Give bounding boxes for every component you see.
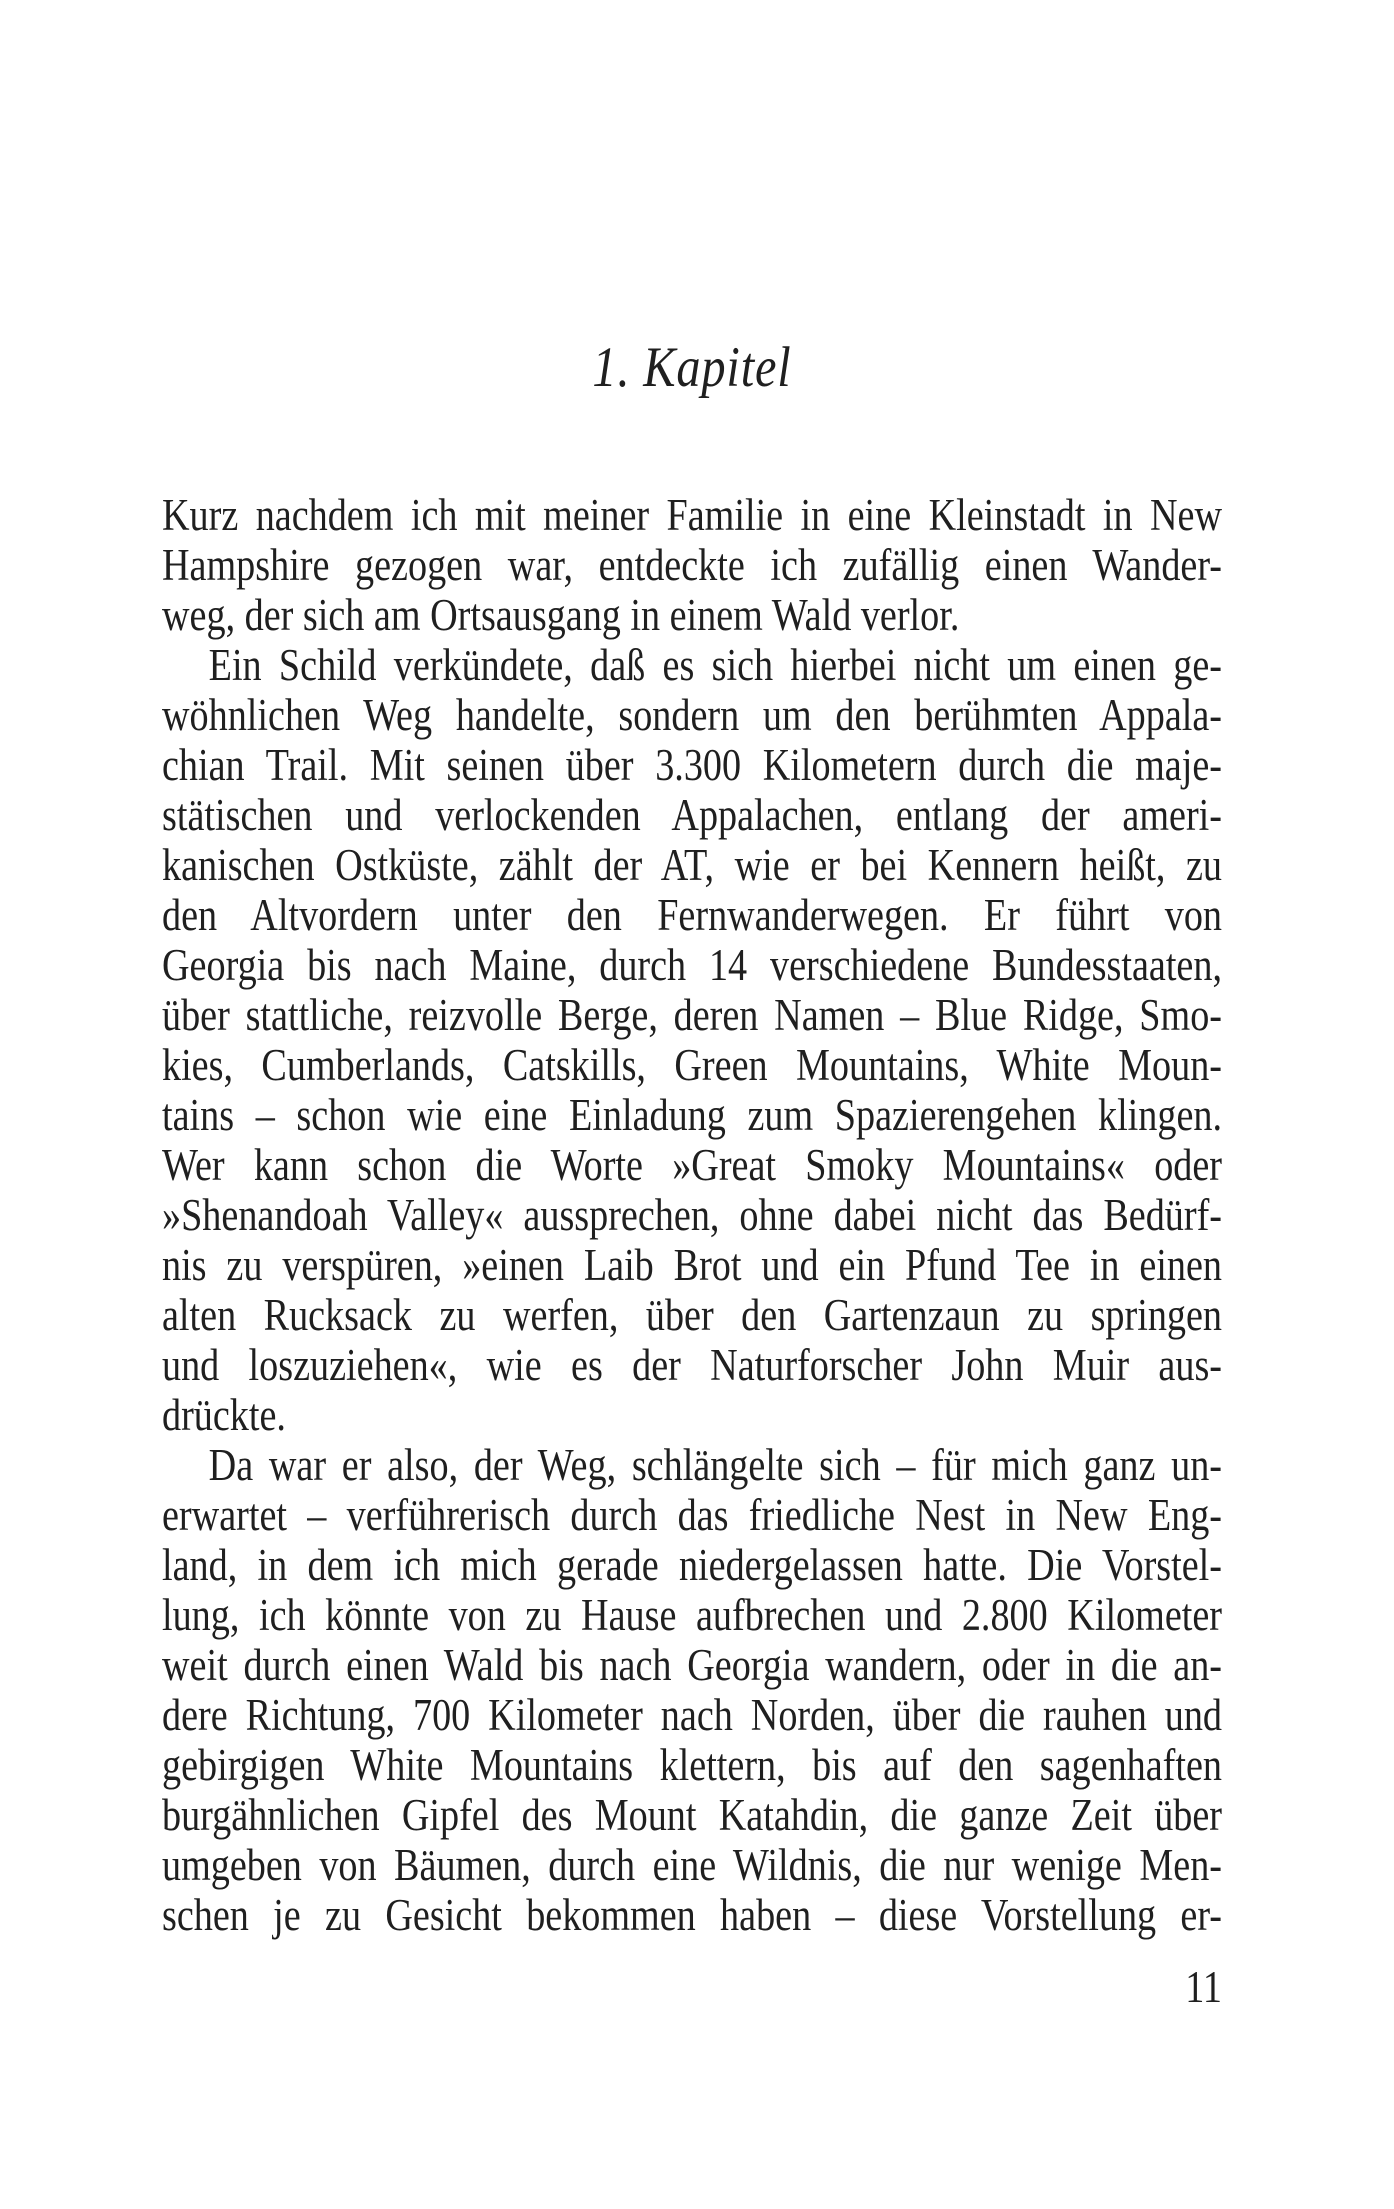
text-line: weg, der sich am Ortsausgang in einem Wald verlor. bbox=[162, 590, 960, 640]
text-line: weit durch einen Wald bis nach Georgia wandern, oder in die an- bbox=[162, 1640, 1222, 1690]
text-line: den Altvordern unter den Fernwanderwegen. Er führt von bbox=[162, 890, 1222, 940]
text-line: schen je zu Gesicht bekommen haben – diese Vorstellung er- bbox=[162, 1890, 1222, 1940]
text-line: chian Trail. Mit seinen über 3.300 Kilometern durch die maje- bbox=[162, 740, 1222, 790]
text-line: Georgia bis nach Maine, durch 14 verschiedene Bundesstaaten, bbox=[162, 940, 1222, 990]
text-line: nis zu verspüren, »einen Laib Brot und ein Pfund Tee in einen bbox=[162, 1240, 1222, 1290]
text-line: lung, ich könnte von zu Hause aufbrechen und 2.800 Kilometer bbox=[162, 1590, 1222, 1640]
text-line: und loszuziehen«, wie es der Naturforscher John Muir aus- bbox=[162, 1340, 1222, 1390]
text-line: umgeben von Bäumen, durch eine Wildnis, die nur wenige Men- bbox=[162, 1840, 1222, 1890]
text-line: Kurz nachdem ich mit meiner Familie in eine Kleinstadt in New bbox=[162, 490, 1222, 540]
text-line: tains – schon wie eine Einladung zum Spazierengehen klingen. bbox=[162, 1090, 1222, 1140]
chapter-heading: 1. Kapitel bbox=[592, 336, 792, 399]
text-line: Wer kann schon die Worte »Great Smoky Mountains« oder bbox=[162, 1140, 1222, 1190]
text-line: gebirgigen White Mountains klettern, bis auf den sagenhaften bbox=[162, 1740, 1222, 1790]
text-line: dere Richtung, 700 Kilometer nach Norden, über die rauhen und bbox=[162, 1690, 1222, 1740]
text-line: kies, Cumberlands, Catskills, Green Mountains, White Moun- bbox=[162, 1040, 1222, 1090]
text-line: burgähnlichen Gipfel des Mount Katahdin, die ganze Zeit über bbox=[162, 1790, 1222, 1840]
text-line: Hampshire gezogen war, entdeckte ich zufällig einen Wander- bbox=[162, 540, 1222, 590]
text-line: Da war er also, der Weg, schlängelte sich – für mich ganz un- bbox=[208, 1440, 1222, 1490]
text-line: »Shenandoah Valley« aussprechen, ohne dabei nicht das Bedürf- bbox=[162, 1190, 1222, 1240]
text-line: drückte. bbox=[162, 1390, 286, 1440]
text-line: stätischen und verlockenden Appalachen, entlang der ameri- bbox=[162, 790, 1222, 840]
text-line: über stattliche, reizvolle Berge, deren Namen – Blue Ridge, Smo- bbox=[162, 990, 1222, 1040]
text-line: wöhnlichen Weg handelte, sondern um den berühmten Appala- bbox=[162, 690, 1222, 740]
text-line: alten Rucksack zu werfen, über den Gartenzaun zu springen bbox=[162, 1290, 1222, 1340]
text-line: Ein Schild verkündete, daß es sich hierbei nicht um einen ge- bbox=[208, 640, 1222, 690]
text-line: land, in dem ich mich gerade niedergelassen hatte. Die Vorstel- bbox=[162, 1540, 1222, 1590]
body-text bbox=[162, 490, 1222, 1940]
text-line: erwartet – verführerisch durch das friedliche Nest in New Eng- bbox=[162, 1490, 1222, 1540]
page-number: 11 bbox=[1185, 1962, 1222, 2012]
text-line: kanischen Ostküste, zählt der AT, wie er bei Kennern heißt, zu bbox=[162, 840, 1222, 890]
